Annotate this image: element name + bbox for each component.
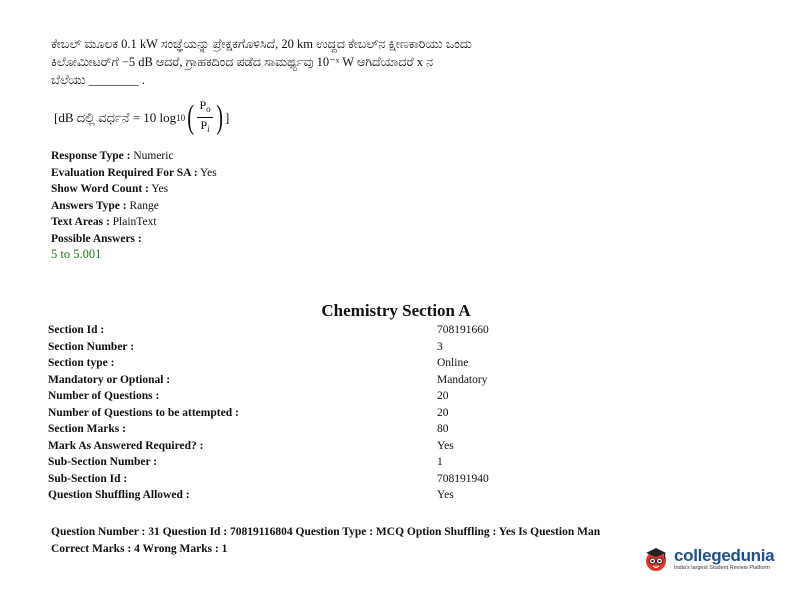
meta-value: Yes (148, 183, 169, 195)
section-row-value: 3 (437, 340, 443, 353)
section-row-value: 20 (437, 390, 449, 402)
question-line-3: ಬೆಲೆಯು ________ . (51, 73, 145, 87)
meta-line (51, 165, 217, 182)
meta-value: PlainText (109, 216, 157, 228)
section-row-label: Section Number : (48, 340, 135, 353)
section-row-value: 708191940 (437, 472, 489, 485)
section-row-label: Section Id : (48, 324, 105, 336)
section-row (48, 374, 568, 391)
next-question-header: Question Number : 31 Question Id : 70819116804 Question Type : MCQ Option Shuffling : Yes Is Question Man (51, 526, 601, 538)
section-row (48, 440, 568, 457)
meta-value: Yes (197, 166, 217, 179)
section-row-label: Mark As Answered Required? : (48, 439, 204, 452)
section-row-label: Section type : (48, 357, 115, 369)
section-row-label: Sub-Section Id : (48, 472, 128, 485)
collegedunia-logo (642, 545, 774, 573)
meta-label: Show Word Count : (51, 183, 149, 195)
question-line-2: ಕಿಲೋಮೀಟರ್‌ಗೆ −5 dB ಆದರೆ, ಗ್ರಾಹಕದಿಂದ ಪಡೆದ ಸಾಮರ್ಥ್ಯವು 10⁻ˣ W ಆಗಿದೆಯಾದರೆ x ನ (51, 55, 434, 69)
section-row-label: Section Marks : (48, 423, 126, 435)
fraction-denominator: $P_i$ (200, 118, 210, 134)
section-row-value: Yes (437, 489, 454, 501)
section-row-value: Mandatory (437, 373, 488, 386)
section-row-label: Mandatory or Optional : (48, 373, 171, 386)
graduate-mascot-icon (642, 545, 670, 573)
left-paren: ( (187, 98, 195, 136)
section-row-label: Sub-Section Number : (48, 456, 158, 468)
meta-label: Possible Answers : (51, 232, 142, 245)
section-row-label: Number of Questions : (48, 390, 160, 402)
section-row (48, 473, 568, 490)
section-row-value: Yes (437, 439, 454, 452)
section-row (48, 407, 568, 424)
section-title: Chemistry Section A (321, 301, 471, 320)
meta-label: Answers Type : (51, 199, 127, 212)
possible-answer: 5 to 5.001 (51, 247, 102, 261)
meta-label: Evaluation Required For SA : (51, 166, 198, 179)
section-row-label: Question Shuffling Allowed : (48, 489, 190, 501)
formula-suffix: ] (225, 109, 230, 125)
power-ratio-fraction (197, 98, 212, 137)
section-row (48, 357, 568, 374)
section-row (48, 456, 568, 473)
section-row (48, 423, 568, 440)
section-row-value: 80 (437, 423, 449, 435)
right-paren: ) (215, 98, 223, 136)
formula-prefix: [dB ದಲ್ಲಿ ವರ್ಧನೆ = 10 log (54, 109, 177, 125)
section-row-value: 1 (437, 456, 443, 468)
gain-formula (54, 98, 229, 137)
meta-label: Text Areas : (51, 216, 110, 228)
meta-line (51, 181, 168, 198)
meta-value: Numeric (130, 150, 174, 162)
marks-line: Correct Marks : 4 Wrong Marks : 1 (51, 543, 228, 555)
logo-name: collegedunia (674, 545, 775, 565)
meta-line (51, 231, 142, 248)
meta-line (51, 214, 157, 231)
meta-line (51, 198, 159, 215)
meta-line (51, 148, 174, 165)
section-row-value: Online (437, 357, 469, 369)
section-row (48, 324, 568, 341)
section-row (48, 341, 568, 358)
meta-value: Range (126, 199, 159, 212)
question-line-1: ಕೇಬಲ್ ಮೂಲಕ 0.1 kW ಸಂಜ್ಞೆಯನ್ನು ಪ್ರೇಕ್ಷಕಗೊಳಿಸಿದೆ, 20 km ಉದ್ದದ ಕೇಬಲ್‌ನ ಕ್ಷೀಣಕಾರಿಯು ಒಂದು (51, 37, 472, 51)
section-row-value: 708191660 (437, 324, 489, 336)
section-row (48, 390, 568, 407)
formula-log-base: 10 (176, 112, 186, 123)
logo-tagline: India's largest Student Review Platform (674, 564, 770, 571)
meta-label: Response Type : (51, 150, 131, 162)
section-row-label: Number of Questions to be attempted : (48, 406, 239, 419)
section-row (48, 489, 568, 506)
fraction-numerator: $P_o$ (197, 98, 212, 118)
section-row-value: 20 (437, 406, 449, 419)
